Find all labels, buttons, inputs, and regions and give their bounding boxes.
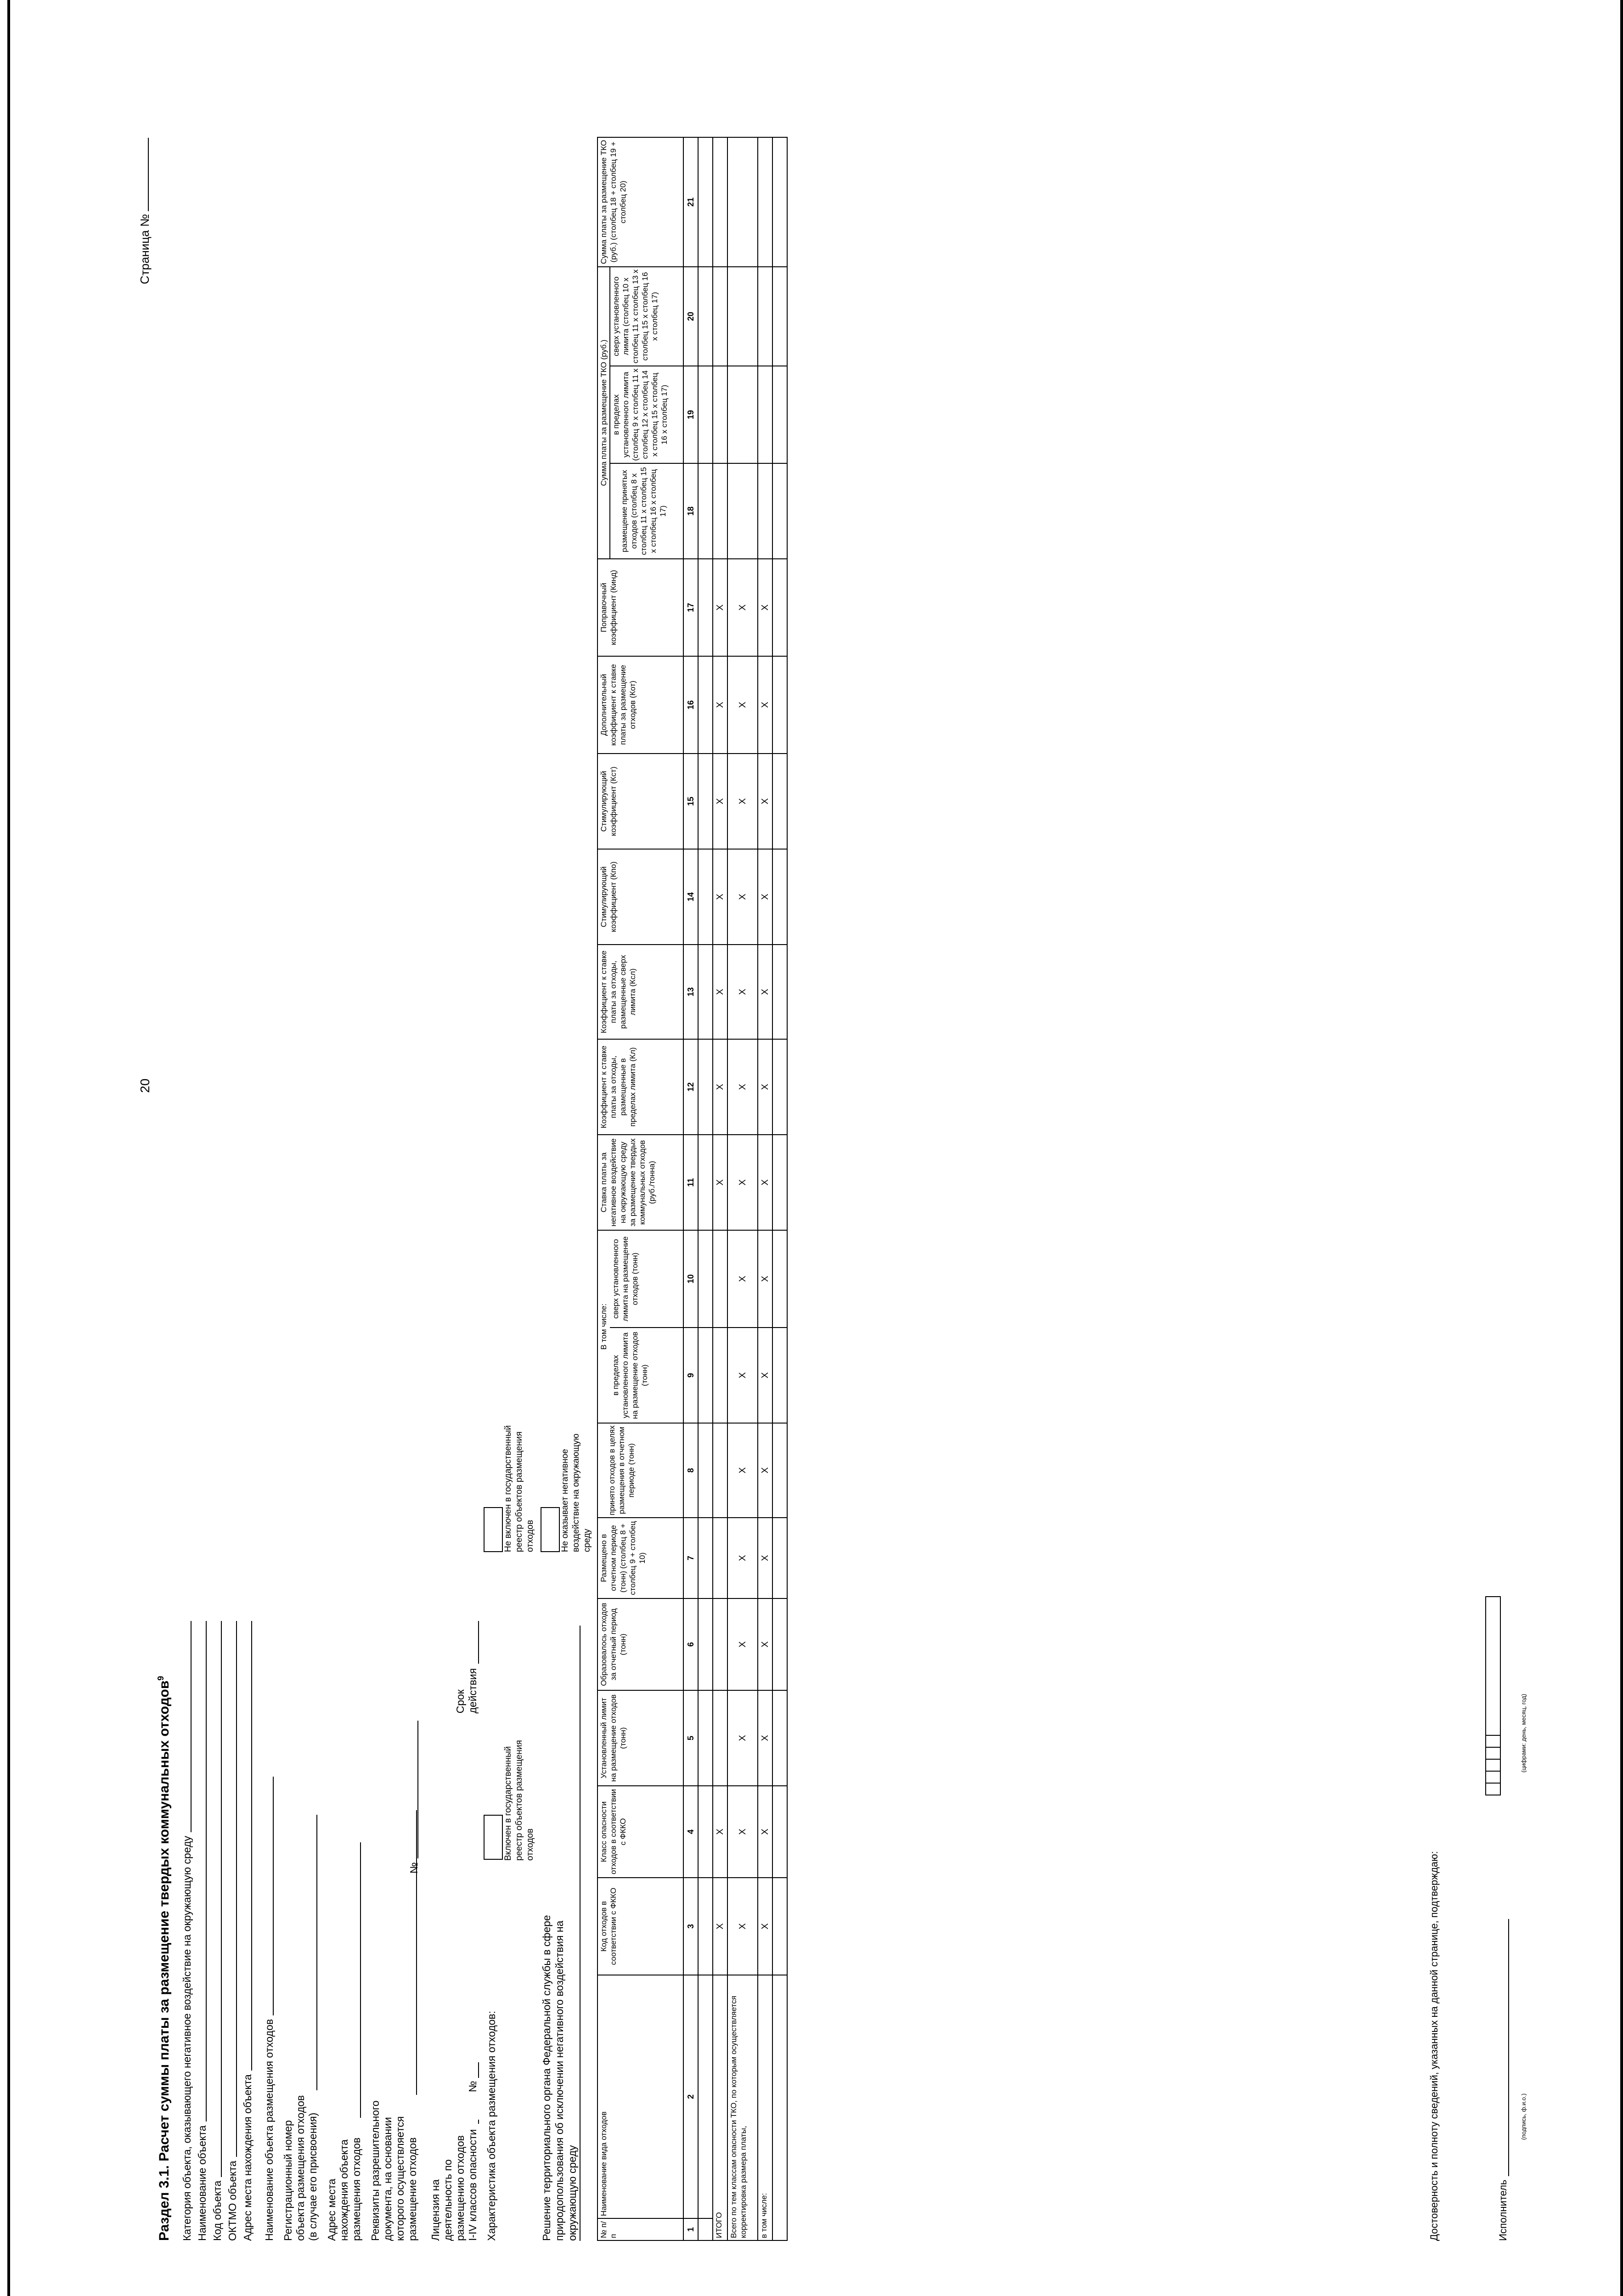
- table-cell[interactable]: [772, 267, 787, 366]
- form-row-field[interactable]: [251, 1621, 252, 2071]
- table-cell[interactable]: [698, 559, 713, 656]
- form-row-field[interactable]: [416, 1810, 417, 2095]
- object-info-form: [178, 1425, 592, 2241]
- table-cell[interactable]: [698, 1598, 713, 1690]
- table-cell[interactable]: [698, 1690, 713, 1786]
- table-cell[interactable]: [698, 849, 713, 945]
- x-mark: X: [713, 656, 727, 754]
- table-cell[interactable]: [698, 1423, 713, 1518]
- validity-field[interactable]: [478, 1621, 479, 1664]
- table-cell[interactable]: [772, 1039, 787, 1135]
- checkbox-included[interactable]: [484, 1815, 503, 1860]
- col-number: 15: [683, 754, 698, 849]
- col-number: 9: [683, 1328, 698, 1423]
- col-header: Поправочный коэффициент (Кинд): [597, 559, 683, 656]
- table-cell[interactable]: [713, 1423, 727, 1518]
- table-cell[interactable]: [727, 137, 758, 267]
- option-included-label: Включен в государственный реестр объектов размещения отходов: [503, 1740, 535, 1861]
- form-row: [260, 1621, 276, 2241]
- executor-row: [1497, 1919, 1509, 2241]
- characteristic-label: Характеристика объекта размещения отходов:: [485, 2010, 497, 2241]
- table-cell[interactable]: [772, 849, 787, 945]
- table-cell[interactable]: [713, 137, 727, 267]
- table-cell[interactable]: [698, 945, 713, 1039]
- col-group-header: В том числе:: [597, 1230, 610, 1423]
- col-number: 13: [683, 945, 698, 1039]
- x-mark: X: [727, 1230, 758, 1328]
- col-header: Сумма платы за размещение ТКО (руб.) (столбец 18 + столбец 19 + столбец 20): [597, 137, 683, 267]
- form-row-field[interactable]: [191, 1621, 192, 1832]
- table-cell[interactable]: [758, 463, 772, 559]
- form-row-field[interactable]: [360, 1842, 361, 2118]
- date-box[interactable]: [1485, 1735, 1501, 1748]
- col-number: 5: [683, 1690, 698, 1786]
- form-row: [209, 1621, 224, 2241]
- x-mark: X: [758, 559, 772, 656]
- requisites-number-label: №: [408, 1862, 420, 1874]
- date-box[interactable]: [1485, 1771, 1501, 1784]
- x-mark: X: [758, 1039, 772, 1135]
- header-row: [597, 137, 610, 2240]
- col-header: сверх установленного лимита на размещение отходов (тонн): [610, 1230, 683, 1328]
- table-cell[interactable]: [772, 1135, 787, 1230]
- col-number: 16: [683, 656, 698, 754]
- col-number: 8: [683, 1423, 698, 1518]
- form-row-label: Наименование объекта: [196, 2125, 208, 2241]
- page-number: 20: [138, 1078, 152, 1093]
- table-cell[interactable]: [772, 945, 787, 1039]
- table-cell[interactable]: [713, 1518, 727, 1598]
- table-cell[interactable]: [758, 137, 772, 267]
- x-mark: X: [758, 1786, 772, 1878]
- table-cell[interactable]: [713, 1690, 727, 1786]
- x-mark: X: [727, 849, 758, 945]
- col-header: принято отходов в целях размещения в отчетном периоде (тонн): [597, 1423, 683, 1518]
- col-header: Размещено в отчетном периоде (тонн) (столбец 8 + столбец 9 + столбец 10): [597, 1518, 683, 1598]
- col-header: в пределах установленного лимита на размещение отходов (тонн): [610, 1328, 683, 1423]
- table-cell[interactable]: [698, 366, 713, 463]
- in-that-number-row: [758, 137, 772, 2240]
- x-mark: X: [727, 1690, 758, 1786]
- form-row-label: Адрес места нахождения объекта: [242, 2074, 254, 2241]
- col-group-header: Сумма платы за размещение ТКО (руб.): [597, 267, 610, 559]
- license-field[interactable]: [478, 2120, 479, 2124]
- col-header: Стимулирующий коэффициент (Кпо): [597, 849, 683, 945]
- x-mark: X: [758, 754, 772, 849]
- license-number-label: №: [467, 2081, 479, 2093]
- table-cell[interactable]: [698, 463, 713, 559]
- col-header: Установленный лимит на размещение отходов (тонн): [597, 1690, 683, 1786]
- x-mark: X: [713, 945, 727, 1039]
- x-mark: X: [727, 1423, 758, 1518]
- form-row: [193, 1621, 209, 2241]
- col-header: Образовалось отходов за отчетный период (тонн): [597, 1598, 683, 1690]
- certify-text: Достоверность и полноту сведений, указанных на данной странице, подтверждаю:: [1428, 1851, 1440, 2241]
- date-box[interactable]: [1485, 1783, 1501, 1795]
- x-mark: X: [727, 1518, 758, 1598]
- table-cell[interactable]: [713, 1598, 727, 1690]
- option-not-included-label: Не включен в государственный реестр объектов размещения отходов: [503, 1425, 535, 1552]
- x-mark: X: [727, 945, 758, 1039]
- form-row-field[interactable]: [236, 1621, 237, 2157]
- x-mark: X: [758, 1135, 772, 1230]
- page-label-text: Страница №: [138, 214, 152, 284]
- col-number: 19: [683, 366, 698, 463]
- col-header: Ставка платы за негативное воздействие на окружающую среду за размещение твердых коммунальных отходов (руб./тонна): [597, 1135, 683, 1230]
- license-row: [429, 1621, 479, 2241]
- col-number: 7: [683, 1518, 698, 1598]
- x-mark: X: [758, 1423, 772, 1518]
- validity-label: Срок действия: [454, 1668, 479, 1714]
- col-number: 11: [683, 1135, 698, 1230]
- col-header: Наименование вида отходов: [597, 1975, 683, 2218]
- form-row-label: Адрес места нахождения объекта размещения отходов: [326, 2137, 362, 2241]
- x-mark: X: [713, 1878, 727, 1975]
- table-cell[interactable]: [772, 1786, 787, 1878]
- table-cell[interactable]: [713, 267, 727, 366]
- table-cell[interactable]: [772, 1230, 787, 1328]
- x-mark: X: [713, 1135, 727, 1230]
- table-cell[interactable]: [713, 1328, 727, 1423]
- x-mark: X: [713, 559, 727, 656]
- object-characteristic: [485, 1425, 545, 2241]
- form-row: [178, 1621, 193, 2241]
- col-header: Коэффициент к ставке платы за отходы, размещенные сверх лимита (Ксл): [597, 945, 683, 1039]
- total-by-class-label: Всего по тем классам опасности ТКО, по которым осуществляется корректировка размера платы,: [727, 1975, 758, 2240]
- col-header: размещение принятых отходов (столбец 8 x столбец 11 x столбец 15 x столбец 16 x столбец 17): [610, 463, 683, 559]
- requisites-number-row: [405, 1621, 420, 1874]
- form-row: [239, 1621, 254, 2241]
- table-cell[interactable]: [772, 1423, 787, 1518]
- col-number: 21: [683, 137, 698, 267]
- form-row-field[interactable]: [221, 1621, 222, 2177]
- x-mark: X: [713, 1786, 727, 1878]
- x-mark: X: [727, 1328, 758, 1423]
- checkbox-not-included[interactable]: [484, 1507, 503, 1552]
- fee-calculation-table: [597, 137, 788, 2241]
- table-cell[interactable]: [772, 366, 787, 463]
- table-cell[interactable]: [698, 1039, 713, 1135]
- form-row-label: Реквизиты разрешительного документа, на основании которого осуществляется размещение отходов: [369, 2100, 418, 2241]
- x-mark: X: [758, 1328, 772, 1423]
- license-label: Лицензия на деятельность по размещению отходов I-IV классов опасности: [429, 2129, 479, 2241]
- date-boxes[interactable]: [1485, 1597, 1501, 1795]
- form-row-label: Код объекта: [211, 2180, 223, 2241]
- table-cell[interactable]: [713, 1230, 727, 1328]
- scan-border-right: [1620, 0, 1623, 2296]
- date-note: (цифрами: день, месяц, год): [1520, 1694, 1527, 1773]
- form-row: [224, 1621, 239, 2241]
- col-number: 10: [683, 1230, 698, 1328]
- table-row: [772, 137, 787, 2240]
- x-mark: X: [758, 849, 772, 945]
- signature-note: (подпись, ф.и.о.): [1520, 2093, 1527, 2140]
- x-mark: X: [713, 1039, 727, 1135]
- table-cell[interactable]: [698, 1975, 713, 2218]
- form-row-field[interactable]: [206, 1621, 207, 2122]
- table-cell[interactable]: [727, 463, 758, 559]
- x-mark: X: [727, 1786, 758, 1878]
- date-box[interactable]: [1485, 1596, 1501, 1736]
- requisites-number-field[interactable]: [417, 1721, 418, 1858]
- col-number: 1: [683, 2218, 698, 2240]
- table-cell[interactable]: [772, 1328, 787, 1423]
- form-row: [326, 1621, 363, 2241]
- date-box[interactable]: [1485, 1747, 1501, 1760]
- page-number-blank[interactable]: [148, 138, 149, 211]
- executor-label: Исполнитель: [1497, 2179, 1509, 2241]
- x-mark: X: [727, 754, 758, 849]
- table-cell[interactable]: [772, 656, 787, 754]
- col-number: 3: [683, 1878, 698, 1975]
- x-mark: X: [758, 945, 772, 1039]
- table-cell[interactable]: [698, 1135, 713, 1230]
- form-row-label: ОКТМО объекта: [226, 2161, 238, 2241]
- scan-border-left: [7, 0, 10, 2296]
- x-mark: X: [713, 754, 727, 849]
- itogo-label: ИТОГО: [713, 1975, 727, 2240]
- x-mark: X: [727, 1039, 758, 1135]
- col-number: 14: [683, 849, 698, 945]
- col-number: 20: [683, 267, 698, 366]
- page-number-label: [138, 138, 152, 284]
- table-cell[interactable]: [698, 656, 713, 754]
- table-cell[interactable]: [698, 137, 713, 267]
- table-cell[interactable]: [772, 137, 787, 267]
- x-mark: X: [758, 1690, 772, 1786]
- option-no-impact-label: Не оказывает негативное воздействие на окружающую среду: [560, 1434, 592, 1552]
- date-box[interactable]: [1485, 1759, 1501, 1772]
- form-row-label: Наименование объекта размещения отходов: [263, 2019, 275, 2241]
- col-number: 12: [683, 1039, 698, 1135]
- x-mark: X: [758, 1878, 772, 1975]
- license-number-field[interactable]: [478, 2062, 479, 2078]
- table-cell[interactable]: [698, 1878, 713, 1975]
- table-cell[interactable]: [772, 754, 787, 849]
- table-cell[interactable]: [772, 1598, 787, 1690]
- x-mark: X: [727, 1135, 758, 1230]
- table-cell[interactable]: [772, 1878, 787, 1975]
- form-row-label: Регистрационный номер объекта размещения отходов (в случае его присвоения): [282, 2095, 319, 2241]
- col-header: Стимулирующий коэффициент (Кст): [597, 754, 683, 849]
- section-title: [156, 1676, 172, 2241]
- table-cell[interactable]: [772, 1518, 787, 1598]
- x-mark: X: [727, 656, 758, 754]
- col-number: 18: [683, 463, 698, 559]
- table-row: [698, 137, 713, 2240]
- table-cell[interactable]: [758, 267, 772, 366]
- x-mark: X: [727, 1598, 758, 1690]
- form-row-field[interactable]: [316, 1815, 317, 2090]
- col-number: 4: [683, 1786, 698, 1878]
- executor-signature-field[interactable]: [1508, 1919, 1509, 2176]
- form-row-label: Категория объекта, оказывающего негативное воздействие на окружающую среду: [181, 1835, 193, 2241]
- x-mark: X: [727, 1878, 758, 1975]
- col-number: 2: [683, 1975, 698, 2218]
- table-cell[interactable]: [758, 366, 772, 463]
- form-row: [282, 1621, 319, 2241]
- col-header: Класс опасности отходов в соответствии с ФККО: [597, 1786, 683, 1878]
- total-by-class-row: [727, 137, 758, 2240]
- x-mark: X: [713, 849, 727, 945]
- table-cell[interactable]: [698, 2218, 713, 2240]
- x-mark: X: [758, 1518, 772, 1598]
- form-row-field[interactable]: [273, 1777, 274, 2015]
- table-cell[interactable]: [698, 1786, 713, 1878]
- column-number-row: [683, 137, 698, 2240]
- table-cell[interactable]: [727, 366, 758, 463]
- table-cell[interactable]: [727, 267, 758, 366]
- col-number: 17: [683, 559, 698, 656]
- col-header: № п/п: [597, 2218, 683, 2240]
- x-mark: X: [727, 559, 758, 656]
- table-cell[interactable]: [772, 463, 787, 559]
- col-header: в пределах установленного лимита (столбец 9 x столбец 11 x столбец 12 x столбец 14 x столбец 15 x столбец 16 x столбец 17): [610, 366, 683, 463]
- table-cell[interactable]: [698, 754, 713, 849]
- table-cell[interactable]: [698, 1230, 713, 1328]
- rotated-form: [138, 138, 1534, 2241]
- col-number: 6: [683, 1598, 698, 1690]
- section-title-text: Раздел 3.1. Расчет суммы платы за размещение твердых коммунальных отходов: [157, 1680, 172, 2241]
- x-mark: X: [758, 656, 772, 754]
- table-cell[interactable]: [713, 463, 727, 559]
- col-header: Код отходов в соответствии с ФККО: [597, 1878, 683, 1975]
- footnote-mark: 9: [156, 1676, 165, 1681]
- decision-label: Решение территориального органа Федеральной службы в сфере природопользования об исключении негативного воздействия на окружающую среду: [541, 1915, 578, 2241]
- table-cell[interactable]: [772, 1975, 787, 2240]
- in-that-number-label: в том числе:: [758, 1975, 772, 2240]
- col-header: Дополнительный коэффициент к ставке платы за размещение отходов (Кот): [597, 656, 683, 754]
- table-cell[interactable]: [698, 267, 713, 366]
- itogo-row: [713, 137, 727, 2240]
- x-mark: X: [758, 1598, 772, 1690]
- table-cell[interactable]: [698, 1518, 713, 1598]
- table-cell[interactable]: [772, 1690, 787, 1786]
- col-header: Коэффициент к ставке платы за отходы, размещенные в пределах лимита (Кл): [597, 1039, 683, 1135]
- checkbox-no-impact[interactable]: [541, 1507, 560, 1552]
- table-cell[interactable]: [698, 1328, 713, 1423]
- table-cell[interactable]: [713, 366, 727, 463]
- x-mark: X: [758, 1230, 772, 1328]
- col-header: сверх установленного лимита (столбец 10 x столбец 11 x столбец 13 x столбец 15 x столбец 16 x столбец 17): [610, 267, 683, 366]
- table-cell[interactable]: [772, 559, 787, 656]
